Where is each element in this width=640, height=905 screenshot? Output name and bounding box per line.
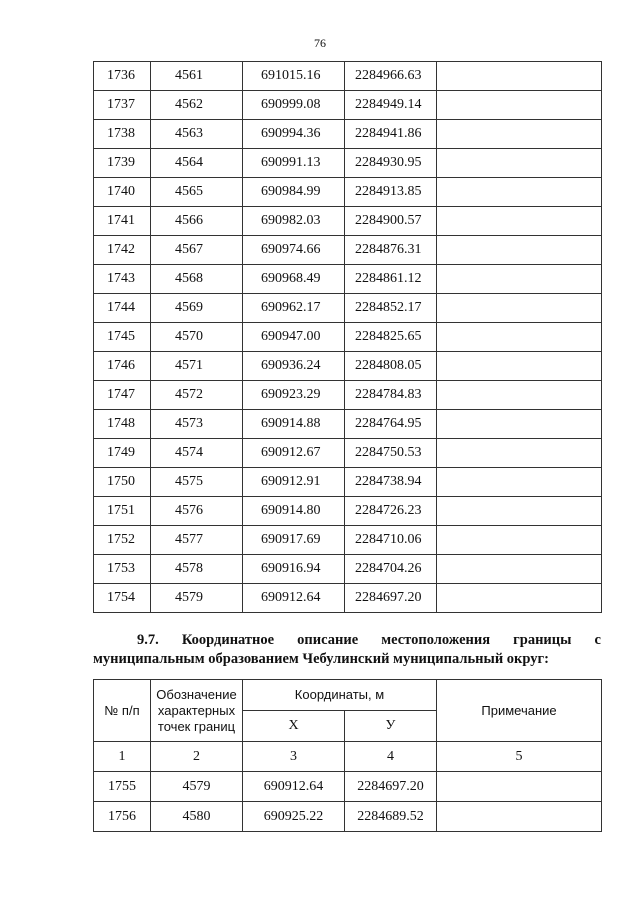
- table-cell: 2284704.26: [345, 555, 437, 584]
- table-cell: 2284784.83: [345, 381, 437, 410]
- table-cell: 4562: [151, 91, 243, 120]
- table-cell: 4563: [151, 120, 243, 149]
- table-cell: 690968.49: [243, 265, 345, 294]
- column-index-row: [94, 742, 602, 772]
- table-cell: 1749: [94, 439, 151, 468]
- table-cell: 690923.29: [243, 381, 345, 410]
- table-cell: 4566: [151, 207, 243, 236]
- table-row: [94, 294, 602, 323]
- index-cell: 1: [94, 742, 151, 772]
- table-row: [94, 802, 602, 832]
- table-cell: 690984.99: [243, 178, 345, 207]
- table-row: [94, 91, 602, 120]
- table-row: [94, 207, 602, 236]
- table-cell: [437, 381, 602, 410]
- table-cell: 2284738.94: [345, 468, 437, 497]
- table-cell: 1755: [94, 772, 151, 802]
- table-cell: 4578: [151, 555, 243, 584]
- coordinates-table-continued: [93, 61, 602, 613]
- table-row: [94, 352, 602, 381]
- table-cell: [437, 555, 602, 584]
- table-cell: [437, 207, 602, 236]
- table-cell: 1756: [94, 802, 151, 832]
- table-cell: 2284808.05: [345, 352, 437, 381]
- table-cell: 2284930.95: [345, 149, 437, 178]
- header-x: Х: [243, 711, 345, 742]
- table-cell: 690912.64: [243, 772, 345, 802]
- index-cell: 3: [243, 742, 345, 772]
- table-cell: 690917.69: [243, 526, 345, 555]
- table-row: [94, 497, 602, 526]
- table-cell: 4573: [151, 410, 243, 439]
- table-cell: 690914.88: [243, 410, 345, 439]
- table-cell: 1754: [94, 584, 151, 613]
- table-cell: 1742: [94, 236, 151, 265]
- table-cell: 2284689.52: [345, 802, 437, 832]
- table-cell: 1750: [94, 468, 151, 497]
- table-cell: [437, 178, 602, 207]
- table-row: [94, 584, 602, 613]
- table-cell: 690925.22: [243, 802, 345, 832]
- table-cell: 2284861.12: [345, 265, 437, 294]
- table-cell: [437, 410, 602, 439]
- table-cell: 690974.66: [243, 236, 345, 265]
- header-y: У: [345, 711, 437, 742]
- table-cell: 2284966.63: [345, 62, 437, 91]
- table-cell: 4580: [151, 802, 243, 832]
- table-cell: 4561: [151, 62, 243, 91]
- table-cell: [437, 439, 602, 468]
- header-note: Примечание: [437, 680, 602, 742]
- table-cell: 2284913.85: [345, 178, 437, 207]
- table-cell: 690936.24: [243, 352, 345, 381]
- table-cell: 690999.08: [243, 91, 345, 120]
- table-row: [94, 381, 602, 410]
- table-cell: 1740: [94, 178, 151, 207]
- table-row: [94, 439, 602, 468]
- table-cell: 4570: [151, 323, 243, 352]
- table-cell: [437, 323, 602, 352]
- index-cell: 4: [345, 742, 437, 772]
- table-cell: 4568: [151, 265, 243, 294]
- table-cell: 690912.64: [243, 584, 345, 613]
- table-cell: 1739: [94, 149, 151, 178]
- table-cell: 2284900.57: [345, 207, 437, 236]
- table-cell: 690947.00: [243, 323, 345, 352]
- table-cell: 2284710.06: [345, 526, 437, 555]
- table-cell: 1751: [94, 497, 151, 526]
- table-cell: 690994.36: [243, 120, 345, 149]
- table-cell: 2284941.86: [345, 120, 437, 149]
- table-cell: 1752: [94, 526, 151, 555]
- table-cell: 4576: [151, 497, 243, 526]
- page-number: 76: [314, 36, 326, 50]
- table-cell: 4565: [151, 178, 243, 207]
- table-cell: 4574: [151, 439, 243, 468]
- table-cell: 4569: [151, 294, 243, 323]
- table-cell: 1743: [94, 265, 151, 294]
- table-cell: [437, 236, 602, 265]
- table-cell: 1747: [94, 381, 151, 410]
- table-cell: 2284750.53: [345, 439, 437, 468]
- table-cell: 1737: [94, 91, 151, 120]
- index-cell: 5: [437, 742, 602, 772]
- table-cell: [437, 584, 602, 613]
- header-coords: Координаты, м: [243, 680, 437, 711]
- table-cell: 1745: [94, 323, 151, 352]
- table-cell: 1753: [94, 555, 151, 584]
- section-heading: [93, 631, 601, 669]
- table-cell: 2284876.31: [345, 236, 437, 265]
- table-cell: 1748: [94, 410, 151, 439]
- table-row: [94, 178, 602, 207]
- table-cell: 690912.67: [243, 439, 345, 468]
- table-cell: [437, 294, 602, 323]
- table-cell: 1741: [94, 207, 151, 236]
- table-cell: 2284697.20: [345, 772, 437, 802]
- table-cell: [437, 91, 602, 120]
- table-cell: 2284852.17: [345, 294, 437, 323]
- header-designation: Обозначение характерных точек границ: [151, 680, 243, 742]
- section-heading-line-2: муниципальным образованием Чебулинский муниципальный округ:: [93, 651, 549, 667]
- table-cell: 4577: [151, 526, 243, 555]
- table-cell: 4579: [151, 772, 243, 802]
- table-cell: [437, 120, 602, 149]
- table-cell: 1744: [94, 294, 151, 323]
- table-cell: 690962.17: [243, 294, 345, 323]
- table-cell: [437, 149, 602, 178]
- table-cell: 4567: [151, 236, 243, 265]
- table-row: [94, 468, 602, 497]
- table-cell: 4575: [151, 468, 243, 497]
- table-cell: 690991.13: [243, 149, 345, 178]
- table-cell: 4572: [151, 381, 243, 410]
- coordinates-table-section-9-7: [93, 679, 602, 832]
- table-cell: 4571: [151, 352, 243, 381]
- table-cell: 691015.16: [243, 62, 345, 91]
- table-row: [94, 62, 602, 91]
- table-cell: 1746: [94, 352, 151, 381]
- table-cell: 1738: [94, 120, 151, 149]
- table-row: [94, 265, 602, 294]
- table-cell: 690982.03: [243, 207, 345, 236]
- table-cell: [437, 802, 602, 832]
- table-cell: [437, 772, 602, 802]
- table-cell: 4579: [151, 584, 243, 613]
- table-row: [94, 772, 602, 802]
- table-cell: [437, 468, 602, 497]
- table-cell: 690912.91: [243, 468, 345, 497]
- table-cell: [437, 265, 602, 294]
- table-cell: [437, 497, 602, 526]
- index-cell: 2: [151, 742, 243, 772]
- section-heading-line-1: 9.7. Координатное описание местоположения границы с: [137, 632, 601, 648]
- table-cell: [437, 526, 602, 555]
- table-cell: [437, 62, 602, 91]
- table-cell: 2284726.23: [345, 497, 437, 526]
- table-cell: 2284764.95: [345, 410, 437, 439]
- table-row: [94, 120, 602, 149]
- table-row: [94, 236, 602, 265]
- table-cell: 4564: [151, 149, 243, 178]
- table-row: [94, 555, 602, 584]
- table-row: [94, 323, 602, 352]
- table-cell: 1736: [94, 62, 151, 91]
- table-row: [94, 149, 602, 178]
- table-cell: 2284949.14: [345, 91, 437, 120]
- table-row: [94, 410, 602, 439]
- table-cell: 690916.94: [243, 555, 345, 584]
- table-cell: 2284697.20: [345, 584, 437, 613]
- table-cell: [437, 352, 602, 381]
- table-cell: 690914.80: [243, 497, 345, 526]
- header-num: № п/п: [94, 680, 151, 742]
- table-cell: 2284825.65: [345, 323, 437, 352]
- table-row: [94, 526, 602, 555]
